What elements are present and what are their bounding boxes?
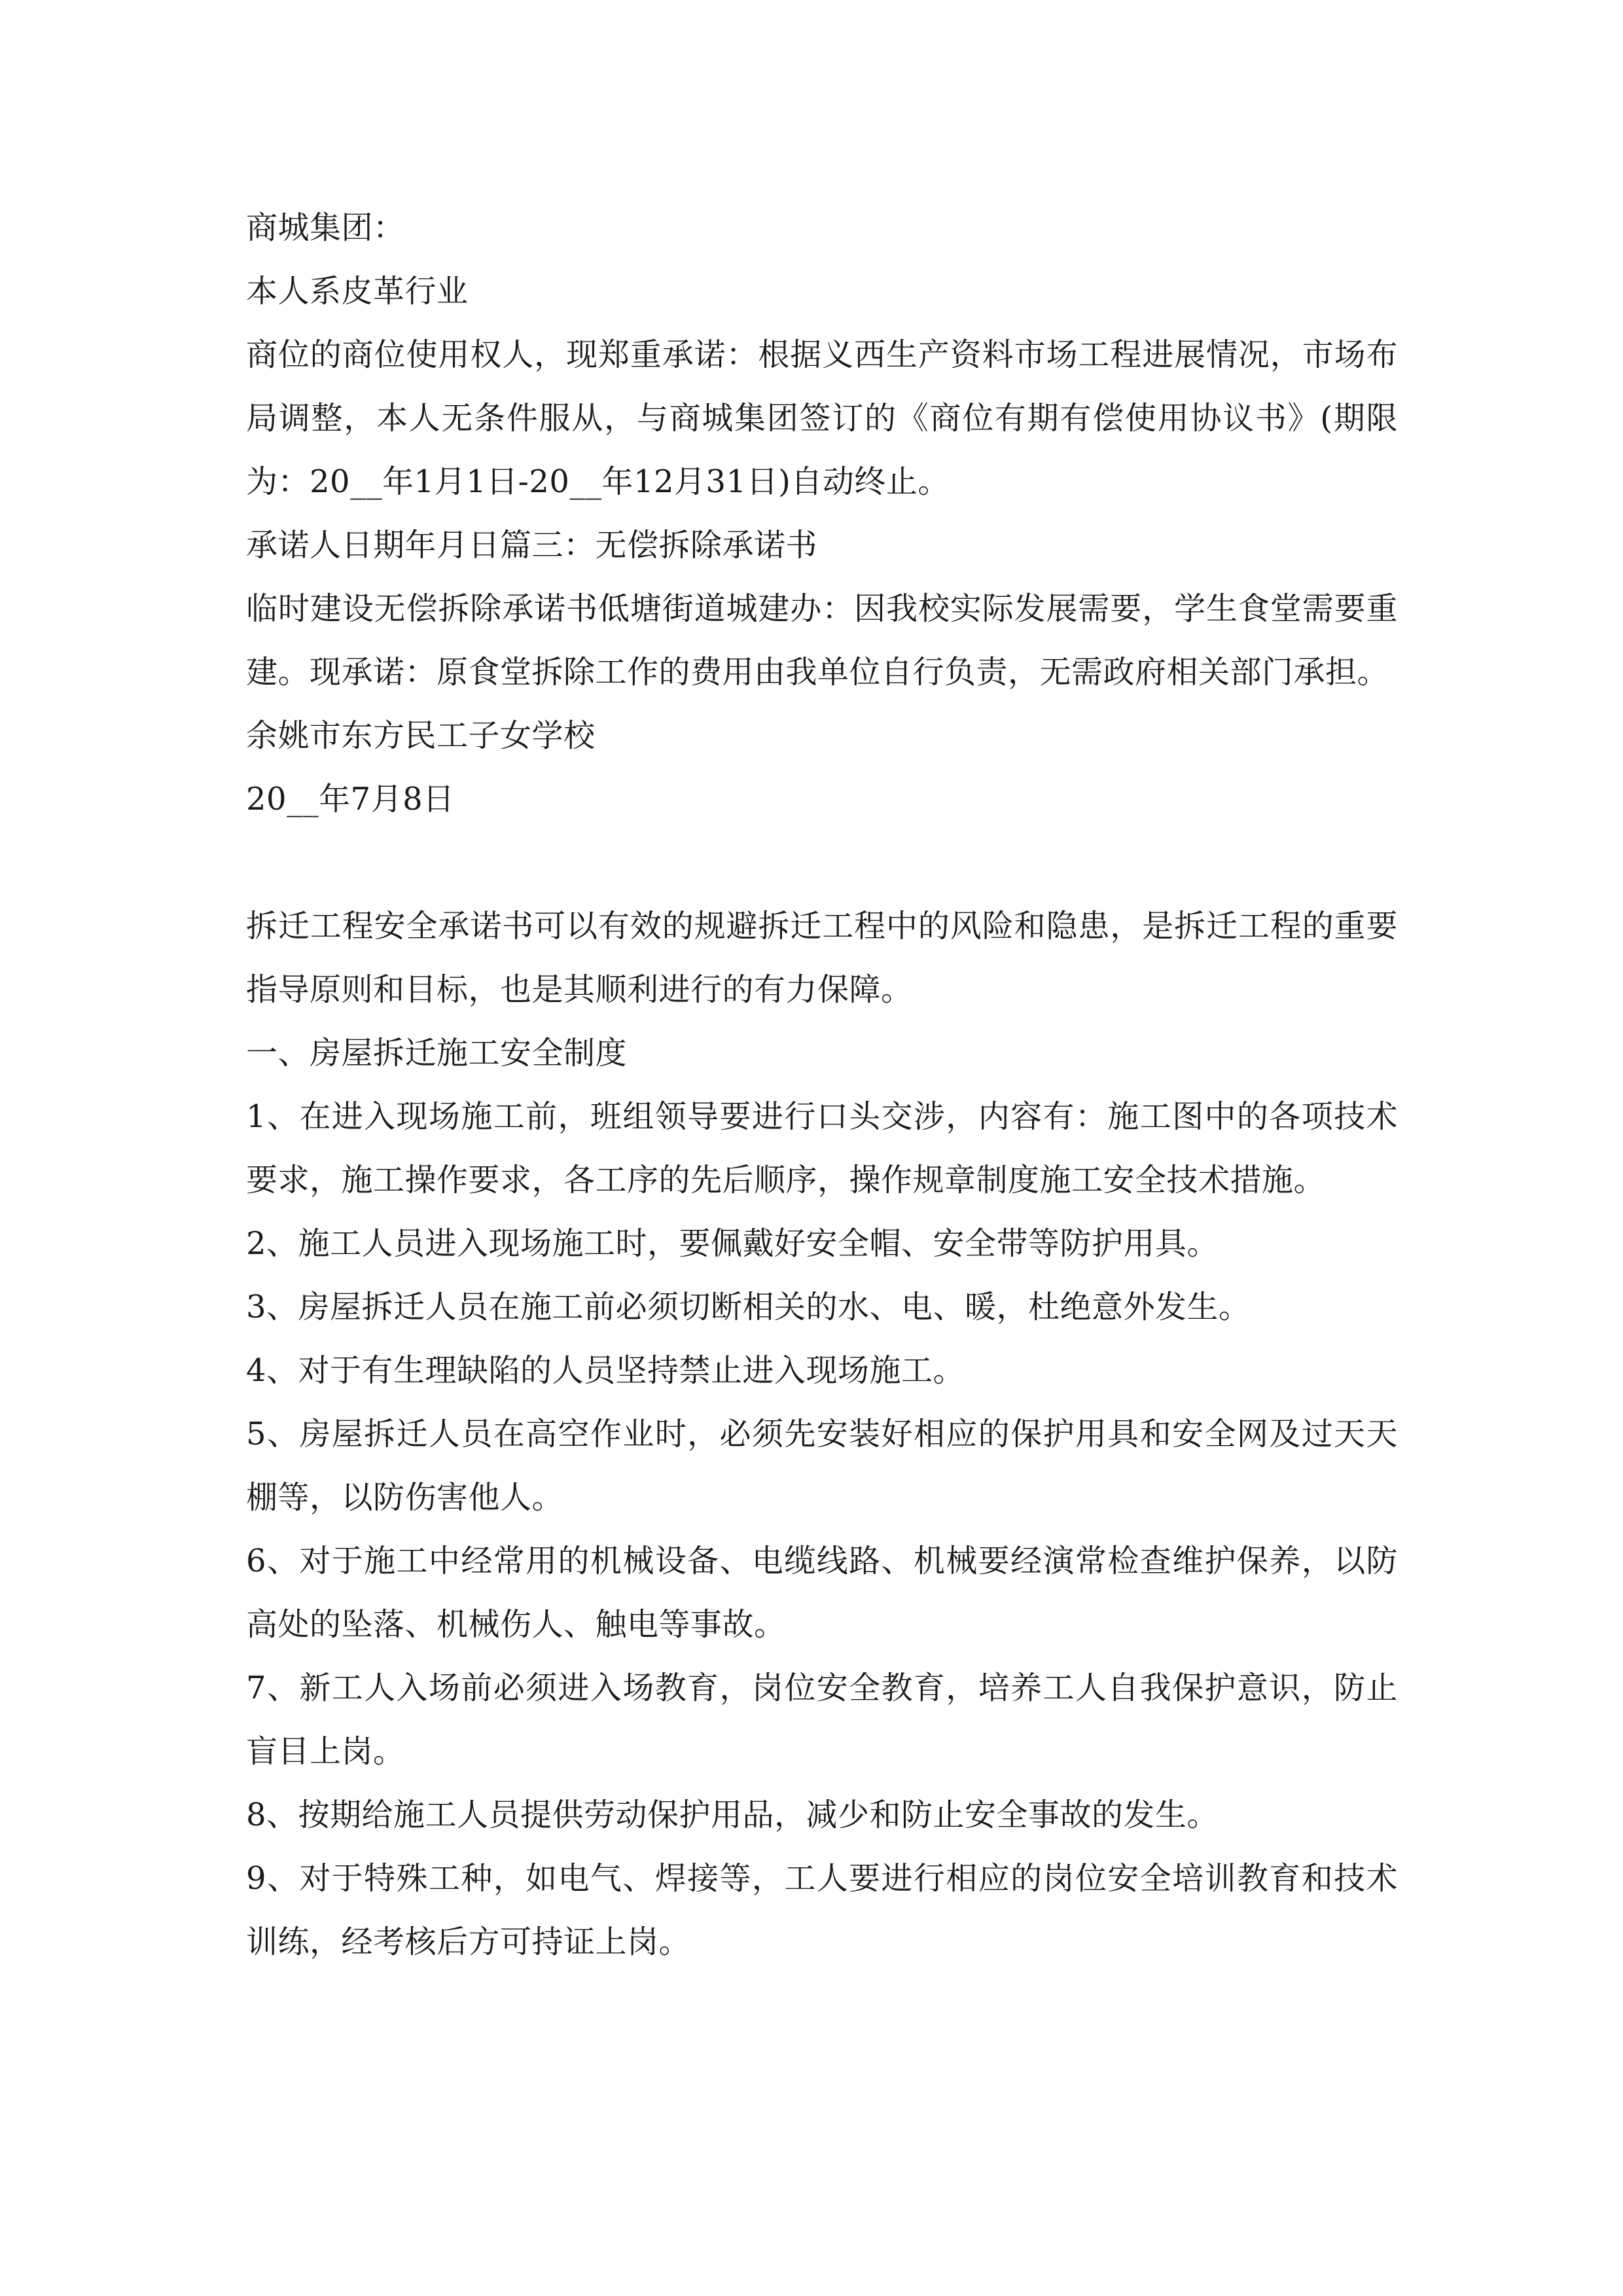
section-gap (246, 831, 1398, 895)
list-item: 2、施工人员进入现场施工时，要佩戴好安全帽、安全带等防护用具。 (246, 1225, 1219, 1262)
paragraph-safety-intro: 拆迁工程安全承诺书可以有效的规避拆迁工程中的风险和隐患，是拆迁工程的重要指导原则和目标，也是其顺利进行的有力保障。 (246, 908, 1398, 1008)
section-heading: 一、房屋拆迁施工安全制度 (246, 1035, 628, 1071)
list-item: 1、在进入现场施工前，班组领导要进行口头交涉，内容有：施工图中的各项技术要求，施工操作要求，各工序的先后顺序，操作规章制度施工安全技术措施。 (246, 1098, 1398, 1198)
document-body (246, 196, 1398, 1974)
list-item: 7、新工人入场前必须进入场教育，岗位安全教育，培养工人自我保护意识，防止盲目上岗。 (246, 1670, 1398, 1770)
list-item: 9、对于特殊工种，如电气、焊接等，工人要进行相应的岗位安全培训教育和技术训练，经考核后方可持证上岗。 (246, 1860, 1398, 1960)
signature-date: 20__年7月8日 (246, 781, 455, 817)
signatory-school: 余姚市东方民工子女学校 (246, 717, 596, 754)
paragraph-demolition: 临时建设无偿拆除承诺书低塘街道城建办：因我校实际发展需要，学生食堂需要重建。现承诺：原食堂拆除工作的费用由我单位自行负责，无需政府相关部门承担。 (246, 590, 1398, 691)
list-item: 4、对于有生理缺陷的人员坚持禁止进入现场施工。 (246, 1352, 965, 1389)
list-item: 8、按期给施工人员提供劳动保护用品，减少和防止安全事故的发生。 (246, 1797, 1219, 1833)
paragraph-signature-heading: 承诺人日期年月日篇三：无偿拆除承诺书 (246, 527, 818, 564)
list-item: 3、房屋拆迁人员在施工前必须切断相关的水、电、暖，杜绝意外发生。 (246, 1289, 1251, 1325)
list-item: 6、对于施工中经常用的机械设备、电缆线路、机械要经演常检查维护保养，以防高处的坠落、机械伤人、触电等事故。 (246, 1543, 1398, 1643)
paragraph-intro: 本人系皮革行业 (246, 273, 469, 310)
paragraph-commitment: 商位的商位使用权人，现郑重承诺：根据义西生产资料市场工程进展情况，市场布局调整，本人无条件服从，与商城集团签订的《商位有期有偿使用协议书》(期限为：20__年1月1日-20__年12月31日)自动终止。 (246, 336, 1398, 500)
addressee: 商城集团： (246, 209, 405, 246)
list-item: 5、房屋拆迁人员在高空作业时，必须先安装好相应的保护用具和安全网及过天天棚等，以防伤害他人。 (246, 1416, 1398, 1516)
